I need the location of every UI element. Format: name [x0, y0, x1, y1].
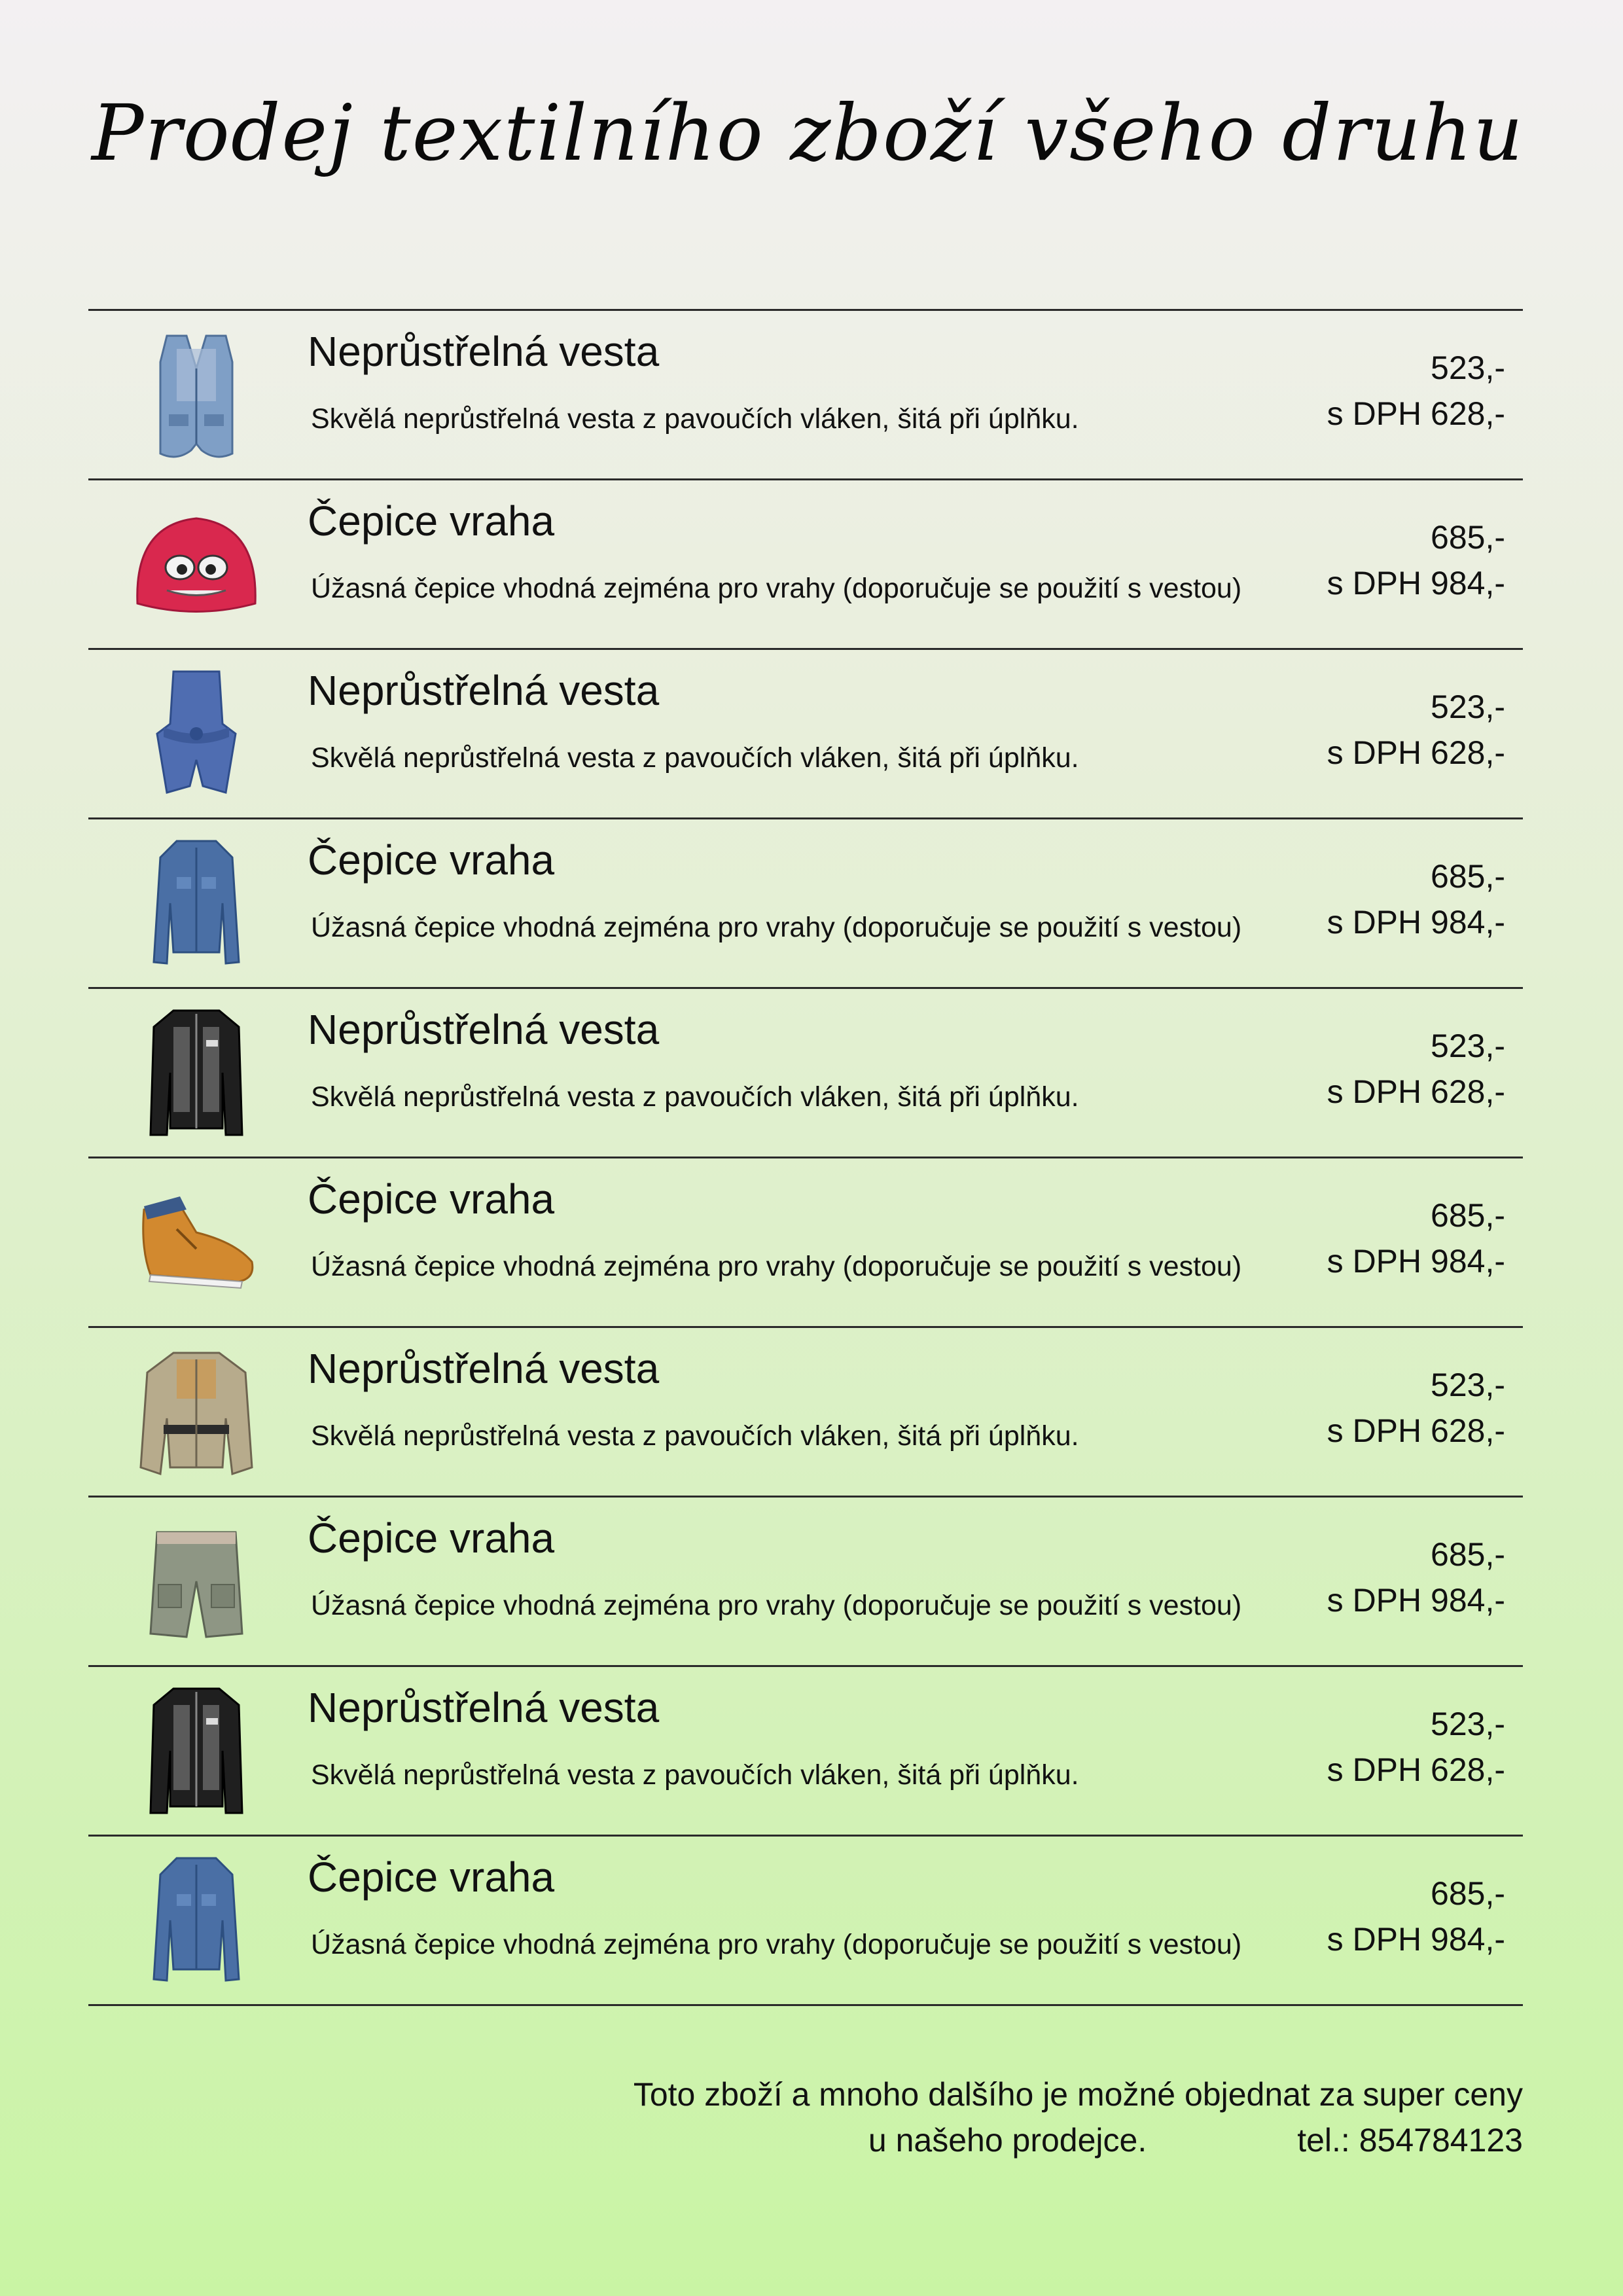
- product-row: [88, 311, 1523, 480]
- product-row: [88, 1667, 1523, 1837]
- product-description: Skvělá neprůstřelná vesta z pavoučích vláken, šitá při úplňku.: [311, 1759, 1079, 1791]
- product-price: [1327, 1701, 1505, 1793]
- product-description: Úžasná čepice vhodná zejména pro vrahy (doporučuje se použití s vestou): [311, 573, 1242, 604]
- moto-jacket-icon: [124, 1001, 268, 1145]
- red-beanie-icon: [124, 492, 268, 636]
- product-description: Úžasná čepice vhodná zejména pro vrahy (doporučuje se použití s vestou): [311, 912, 1242, 943]
- price-with-vat: s DPH 984,-: [1327, 1582, 1505, 1619]
- product-name: Čepice vraha: [308, 497, 555, 545]
- product-description: Úžasná čepice vhodná zejména pro vrahy (doporučuje se použití s vestou): [311, 1929, 1242, 1960]
- price-with-vat: s DPH 984,-: [1327, 565, 1505, 601]
- footer-line-2: [633, 2117, 1523, 2163]
- product-row: [88, 650, 1523, 819]
- price-with-vat: s DPH 984,-: [1327, 1243, 1505, 1280]
- price-with-vat: s DPH 628,-: [1327, 1751, 1505, 1788]
- product-name: Neprůstřelná vesta: [308, 328, 660, 375]
- footer-phone: tel.: 854784123: [1297, 2122, 1523, 2159]
- price-with-vat: s DPH 984,-: [1327, 904, 1505, 941]
- price-with-vat: s DPH 628,-: [1327, 1412, 1505, 1449]
- price-with-vat: s DPH 984,-: [1327, 1921, 1505, 1958]
- denim-romper-icon: [124, 662, 268, 806]
- price-value: 685,-: [1431, 1197, 1505, 1234]
- price-value: 523,-: [1431, 1706, 1505, 1742]
- price-value: 523,-: [1431, 350, 1505, 386]
- cargo-shorts-icon: [124, 1509, 268, 1653]
- product-row: [88, 819, 1523, 989]
- product-row: [88, 1328, 1523, 1498]
- product-row: [88, 1158, 1523, 1328]
- product-description: Skvělá neprůstřelná vesta z pavoučích vláken, šitá při úplňku.: [311, 1420, 1079, 1452]
- product-price: [1327, 1023, 1505, 1115]
- price-value: 685,-: [1431, 1875, 1505, 1912]
- product-price: [1327, 684, 1505, 776]
- product-price: [1327, 1532, 1505, 1623]
- product-name: Neprůstřelná vesta: [308, 1684, 660, 1731]
- price-with-vat: s DPH 628,-: [1327, 1073, 1505, 1110]
- product-description: Skvělá neprůstřelná vesta z pavoučích vláken, šitá při úplňku.: [311, 1081, 1079, 1113]
- product-row: [88, 1837, 1523, 2006]
- product-description: Skvělá neprůstřelná vesta z pavoučích vláken, šitá při úplňku.: [311, 403, 1079, 435]
- price-value: 523,-: [1431, 689, 1505, 725]
- moto-jacket-icon: [124, 1679, 268, 1823]
- khaki-jacket-icon: [124, 1340, 268, 1484]
- product-description: Úžasná čepice vhodná zejména pro vrahy (doporučuje se použití s vestou): [311, 1251, 1242, 1282]
- product-name: Čepice vraha: [308, 836, 555, 884]
- price-with-vat: s DPH 628,-: [1327, 395, 1505, 432]
- denim-vest-icon: [124, 323, 268, 467]
- footer-line-1: Toto zboží a mnoho dalšího je možné objednat za super ceny: [633, 2076, 1523, 2113]
- product-description: Úžasná čepice vhodná zejména pro vrahy (doporučuje se použití s vestou): [311, 1590, 1242, 1621]
- product-name: Čepice vraha: [308, 1175, 555, 1223]
- product-name: Neprůstřelná vesta: [308, 667, 660, 714]
- denim-jacket-icon: [124, 1848, 268, 1992]
- product-name: Neprůstřelná vesta: [308, 1006, 660, 1053]
- price-value: 685,-: [1431, 1536, 1505, 1573]
- product-price: [1327, 1193, 1505, 1284]
- product-price: [1327, 853, 1505, 945]
- product-price: [1327, 1871, 1505, 1962]
- price-value: 523,-: [1431, 1028, 1505, 1064]
- product-name: Neprůstřelná vesta: [308, 1345, 660, 1392]
- product-name: Čepice vraha: [308, 1515, 555, 1562]
- product-row: [88, 480, 1523, 650]
- product-list: [88, 309, 1523, 2006]
- product-name: Čepice vraha: [308, 1854, 555, 1901]
- price-value: 685,-: [1431, 519, 1505, 556]
- price-value: 685,-: [1431, 858, 1505, 895]
- product-row: [88, 1498, 1523, 1667]
- sneaker-icon: [124, 1170, 268, 1314]
- product-row: [88, 989, 1523, 1158]
- footer-dealer-text: u našeho prodejce.: [868, 2122, 1147, 2159]
- page-title: Prodej textilního zboží všeho druhu: [92, 88, 1524, 178]
- footer-note: [633, 2072, 1523, 2163]
- price-with-vat: s DPH 628,-: [1327, 734, 1505, 771]
- denim-jacket-icon: [124, 831, 268, 975]
- product-price: [1327, 345, 1505, 437]
- product-price: [1327, 1362, 1505, 1454]
- price-value: 523,-: [1431, 1367, 1505, 1403]
- product-price: [1327, 514, 1505, 606]
- product-description: Skvělá neprůstřelná vesta z pavoučích vláken, šitá při úplňku.: [311, 742, 1079, 774]
